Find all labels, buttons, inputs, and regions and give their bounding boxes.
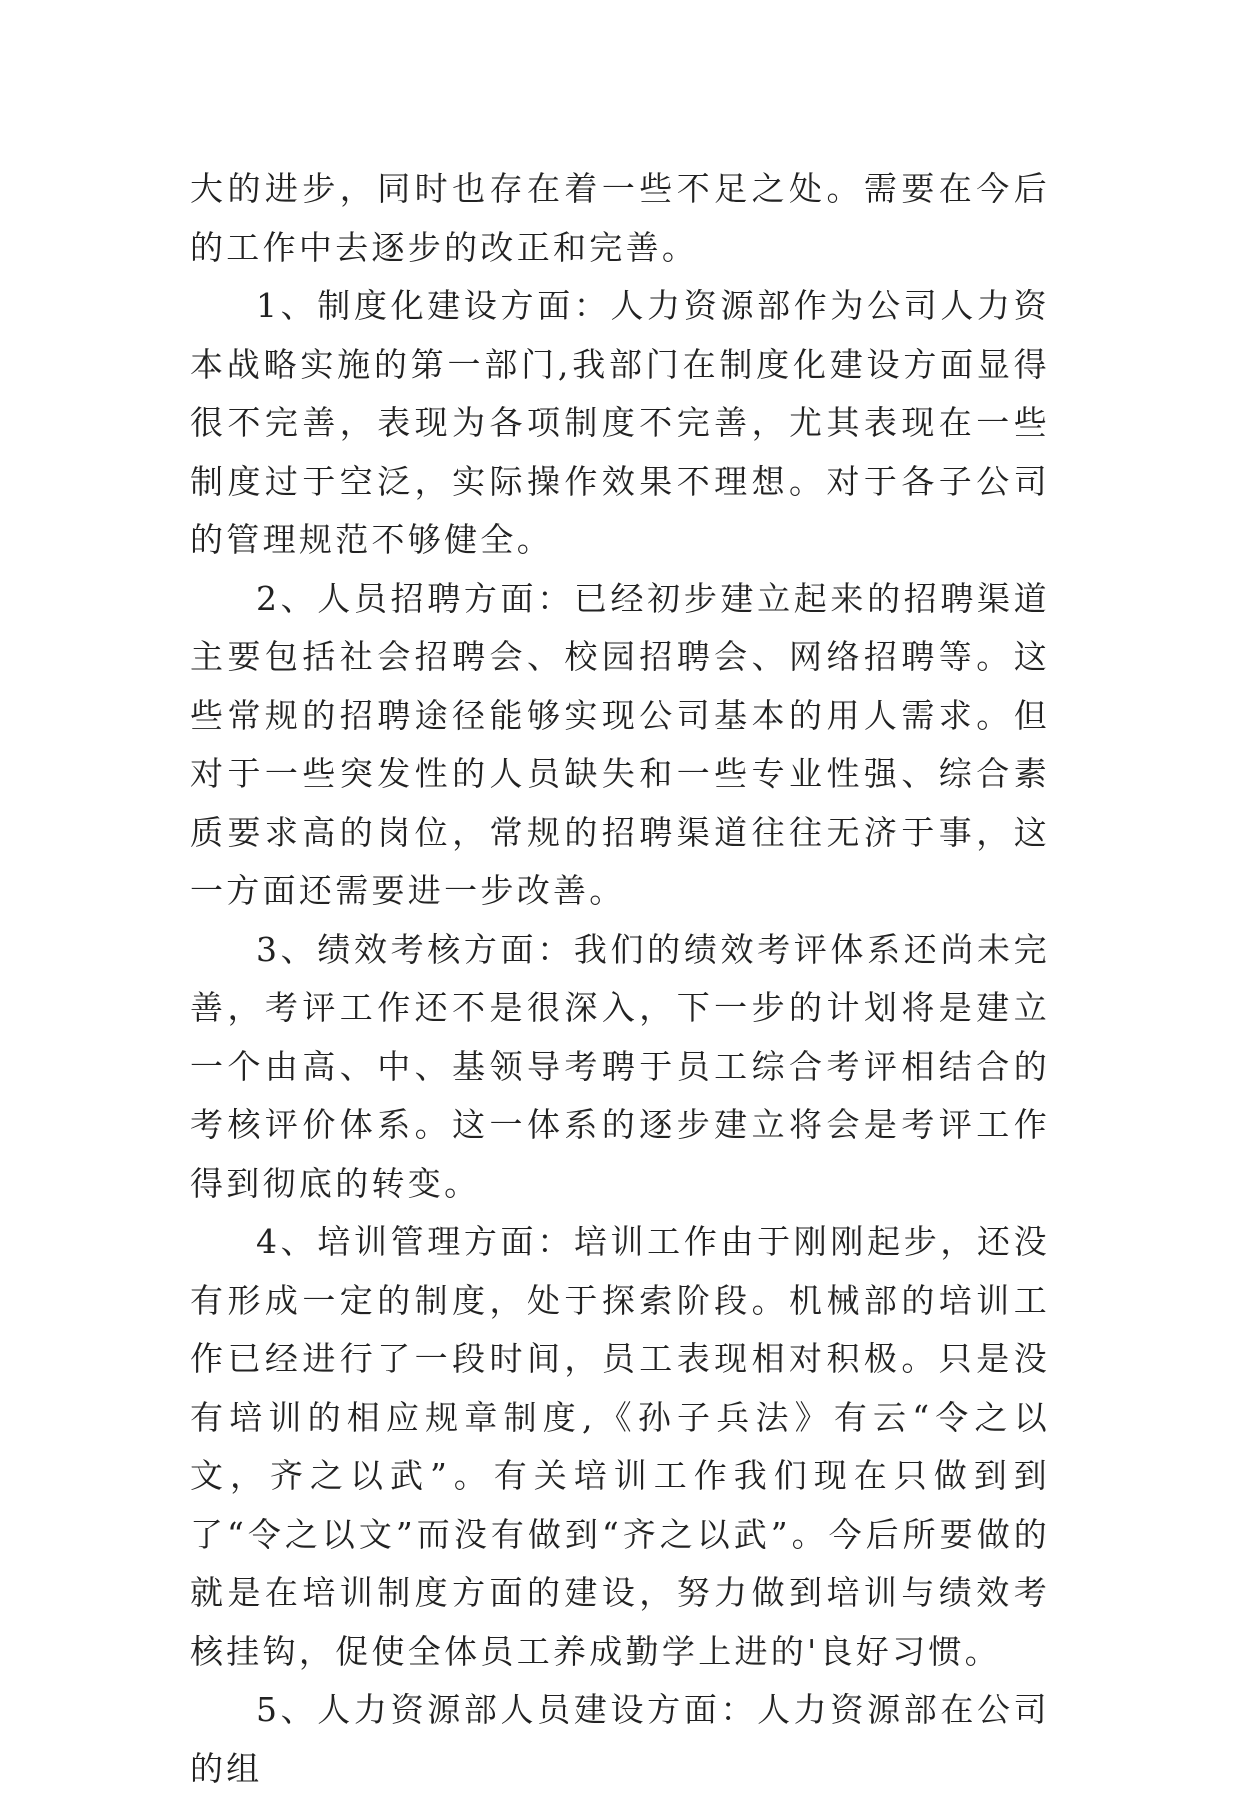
paragraph-recruitment: 2、人员招聘方面：已经初步建立起来的招聘渠道主要包括社会招聘会、校园招聘会、网络招聘等。这些常规的招聘途径能够实现公司基本的用人需求。但对于一些突发性的人员缺失和一些专业性强、综合素质要求高的岗位，常规的招聘渠道往往无济于事，这一方面还需要进一步改善。 (190, 578, 1050, 910)
document-body (190, 160, 1050, 1798)
paragraph-training-management: 4、培训管理方面：培训工作由于刚刚起步，还没有形成一定的制度，处于探索阶段。机械部的培训工作已经进行了一段时间，员工表现相对积极。只是没有培训的相应规章制度,《孙子兵法》有云“令之以文，齐之以武”。有关培训工作我们现在只做到到了“令之以文”而没有做到“齐之以武”。今后所要做的就是在培训制度方面的建设，努力做到培训与绩效考核挂钩，促使全体员工养成勤学上进的'良好习惯。 (190, 1222, 1050, 1671)
paragraph-institutional-construction: 1、制度化建设方面：人力资源部作为公司人力资本战略实施的第一部门,我部门在制度化建设方面显得很不完善，表现为各项制度不完善，尤其表现在一些制度过于空泛，实际操作效果不理想。对于各子公司的管理规范不够健全。 (190, 286, 1050, 559)
paragraph-performance-appraisal: 3、绩效考核方面：我们的绩效考评体系还尚未完善，考评工作还不是很深入，下一步的计划将是建立一个由高、中、基领导考聘于员工综合考评相结合的考核评价体系。这一体系的逐步建立将会是考评工作得到彻底的转变。 (190, 929, 1050, 1203)
paragraph-hr-staffing: 5、人力资源部人员建设方面：人力资源部在公司的组 (190, 1690, 1050, 1788)
paragraph-continuation: 大的进步，同时也存在着一些不足之处。需要在今后的工作中去逐步的改正和完善。 (190, 169, 1050, 267)
